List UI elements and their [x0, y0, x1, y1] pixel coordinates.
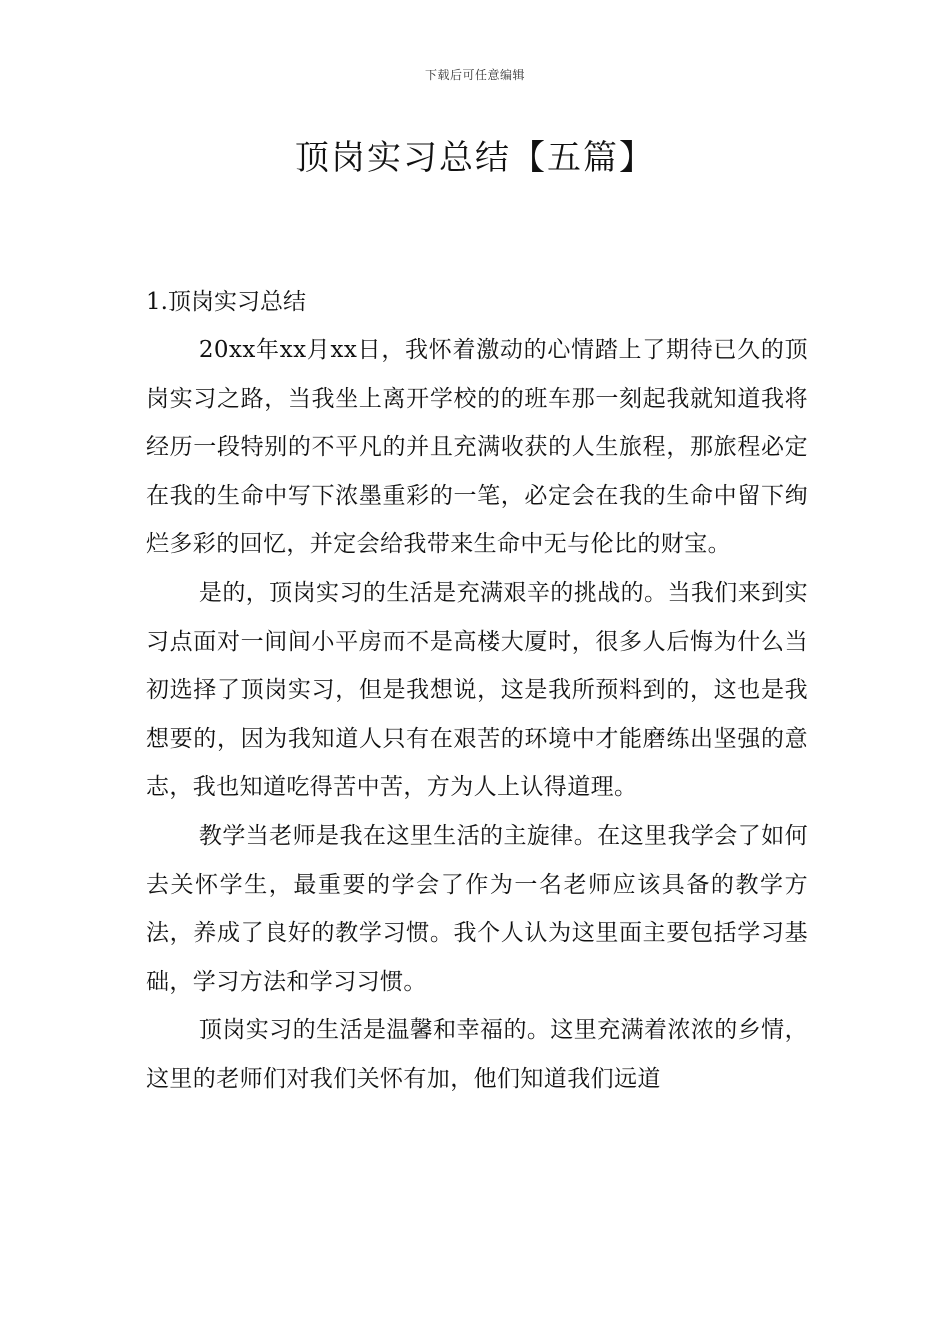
- header-note: 下载后可任意编辑: [424, 68, 525, 82]
- document-body: [146, 278, 808, 1104]
- paragraph-3: 教学当老师是我在这里生活的主旋律。在这里我学会了如何去关怀学生，最重要的学会了作为一名老师应该具备的教学方法，养成了良好的教学习惯。我个人认为这里面主要包括学习基础，学习方法和学习习惯。: [146, 822, 808, 995]
- section-heading: 1.顶岗实习总结: [146, 289, 306, 315]
- paragraph-4: 顶岗实习的生活是温馨和幸福的。这里充满着浓浓的乡情，这里的老师们对我们关怀有加，他们知道我们远道: [146, 1017, 808, 1092]
- paragraph-2: 是的，顶岗实习的生活是充满艰辛的挑战的。当我们来到实习点面对一间间小平房而不是高楼大厦时，很多人后悔为什么当初选择了顶岗实习，但是我想说，这是我所预料到的，这也是我想要的，因为我知道人只有在艰苦的环境中才能磨练出坚强的意志，我也知道吃得苦中苦，方为人上认得道理。: [146, 579, 808, 801]
- paragraph-1: 20xx年xx月xx日，我怀着激动的心情踏上了期待已久的顶岗实习之路，当我坐上离开学校的的班车那一刻起我就知道我将经历一段特别的不平凡的并且充满收获的人生旅程，那旅程必定在我的生命中写下浓墨重彩的一笔，必定会在我的生命中留下绚烂多彩的回忆，并定会给我带来生命中无与伦比的财宝。: [146, 337, 808, 558]
- document-title: 顶岗实习总结【五篇】: [295, 138, 655, 178]
